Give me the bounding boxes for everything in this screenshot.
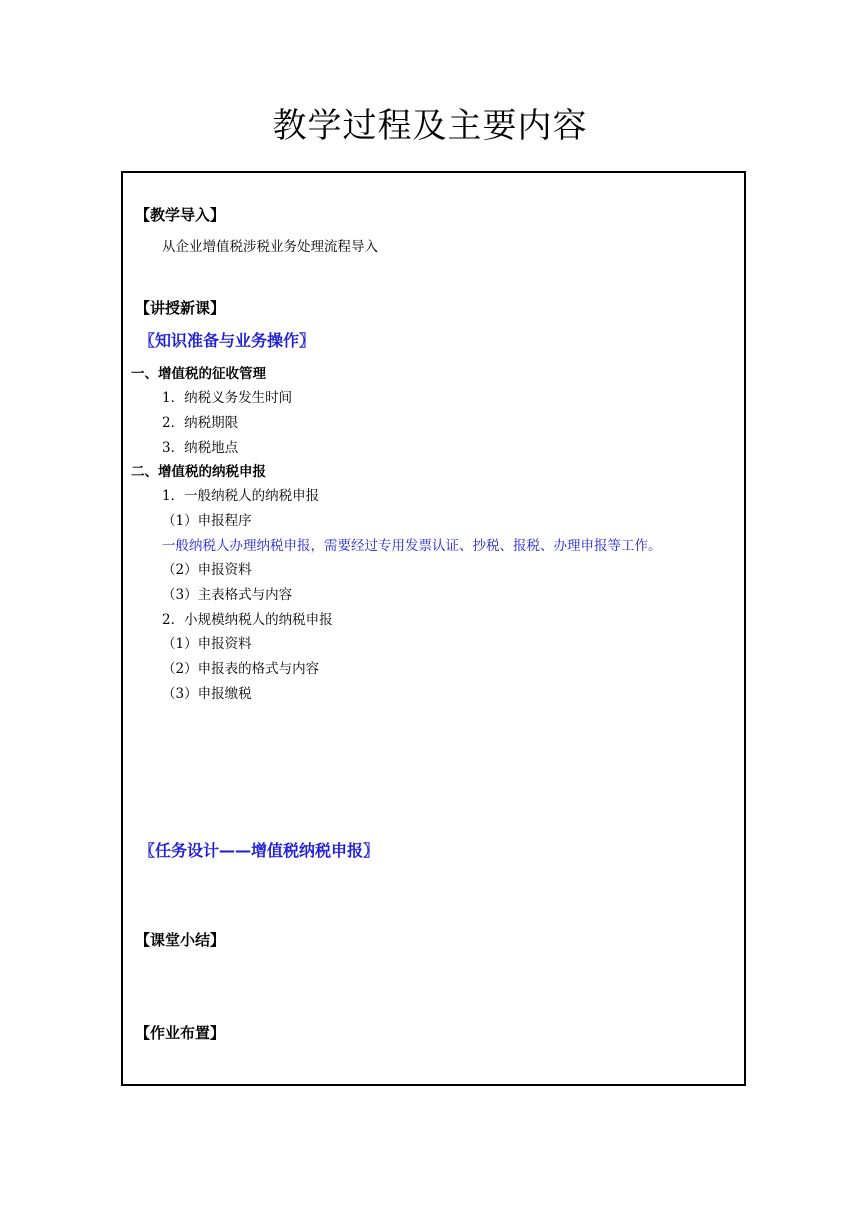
general-item-materials: （2）申报资料 — [162, 562, 252, 578]
homework-heading: 【作业布置】 — [135, 1024, 226, 1042]
section2-title: 二、增值税的纳税申报 — [131, 464, 266, 480]
section1-item-1: 1．纳税义务发生时间 — [162, 390, 293, 406]
new-lesson-heading: 【讲授新课】 — [135, 299, 226, 317]
general-item-procedure: （1）申报程序 — [162, 513, 252, 529]
summary-heading: 【课堂小结】 — [135, 931, 226, 949]
section1-item-3: 3．纳税地点 — [162, 440, 239, 456]
general-taxpayer-title: 1．一般纳税人的纳税申报 — [162, 488, 320, 504]
task-design-heading: 〖任务设计——增值税纳税申报〗 — [139, 841, 380, 860]
page-title: 教学过程及主要内容 — [272, 106, 588, 146]
general-procedure-note: 一般纳税人办理纳税申报，需要经过专用发票认证、抄税、报税、办理申报等工作。 — [162, 538, 662, 554]
section1-item-2: 2．纳税期限 — [162, 415, 239, 431]
small-taxpayer-title: 2．小规模纳税人的纳税申报 — [162, 612, 333, 628]
small-item-2: （2）申报表的格式与内容 — [162, 661, 320, 677]
small-item-1: （1）申报资料 — [162, 636, 252, 652]
intro-heading: 【教学导入】 — [135, 206, 226, 224]
section1-title: 一、增值税的征收管理 — [131, 366, 266, 382]
general-item-main-form: （3）主表格式与内容 — [162, 587, 293, 603]
content-box — [121, 171, 746, 1086]
intro-text: 从企业增值税涉税业务处理流程导入 — [162, 239, 378, 255]
knowledge-heading: 〖知识准备与业务操作〗 — [139, 331, 316, 350]
small-item-3: （3）申报缴税 — [162, 686, 252, 702]
